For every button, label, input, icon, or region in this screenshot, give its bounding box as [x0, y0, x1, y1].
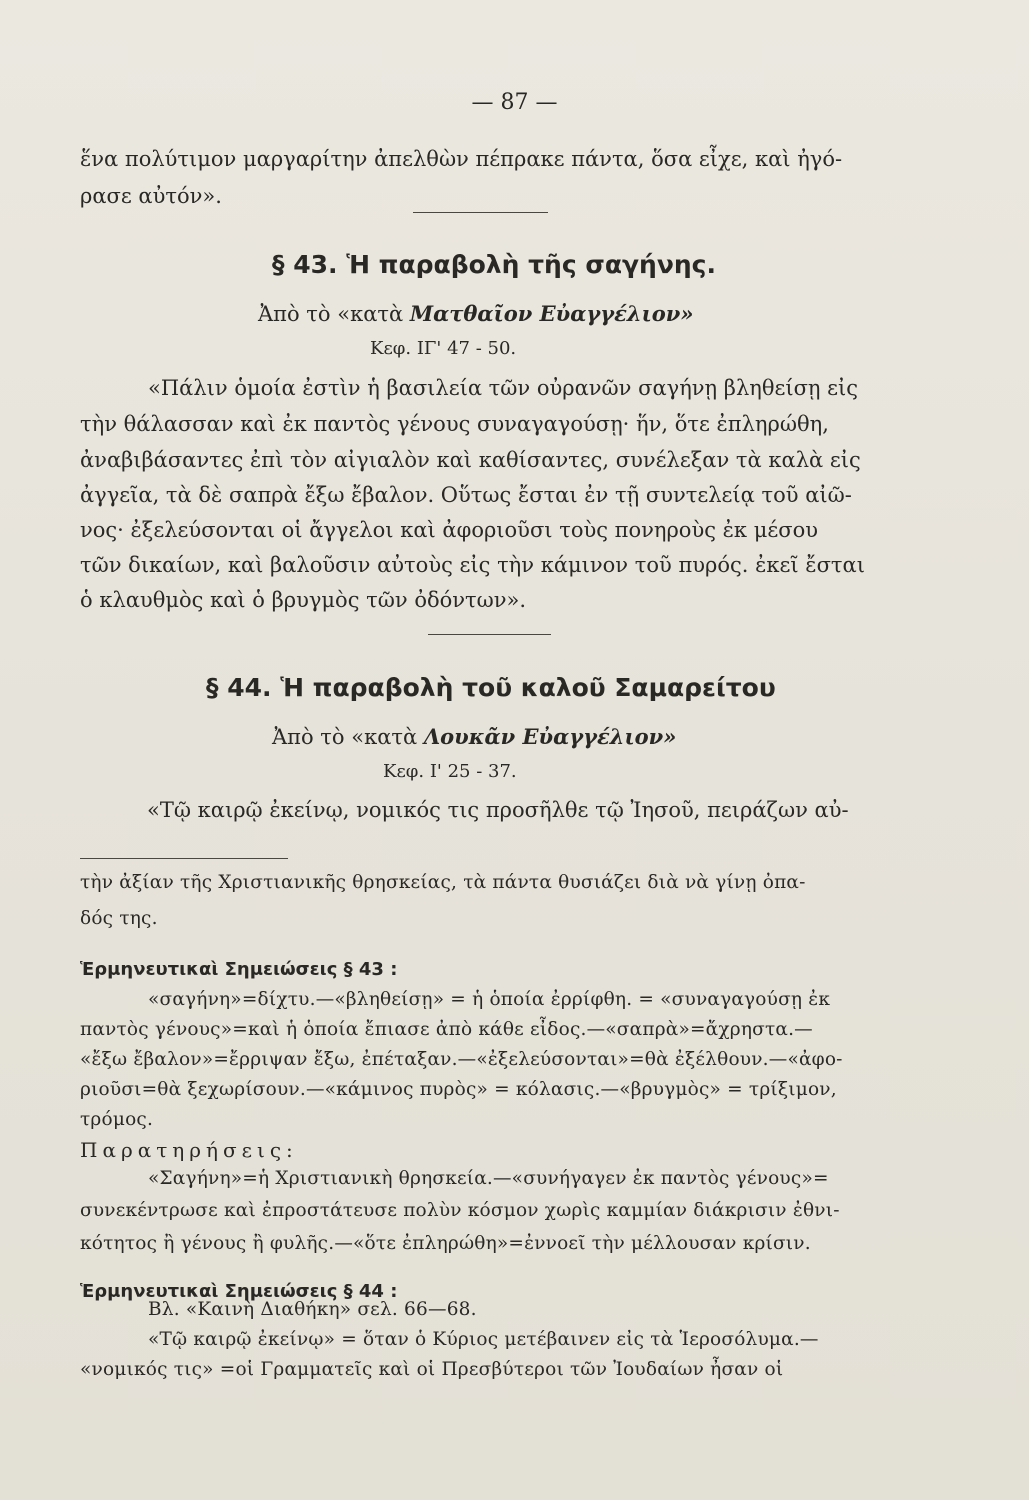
section-43-text-line: τῶν δικαίων, καὶ βαλοῦσιν αὐτοὺς εἰς τὴν κάμινον τοῦ πυρός. ἐκεῖ ἔσται [80, 553, 865, 577]
section-43-text-line: τὴν θάλασσαν καὶ ἐκ παντὸς γένους συναγαγούσῃ· ἥν, ὅτε ἐπληρώθη, [80, 412, 829, 436]
section-43-text-line: νος· ἐξελεύσονται οἱ ἄγγελοι καὶ ἀφοριοῦσι τοὺς πονηροὺς ἐκ μέσου [80, 518, 818, 542]
section-43-text-line: ὁ κλαυθμὸς καὶ ὁ βρυγμὸς τῶν ὀδόντων». [80, 588, 527, 612]
source-prefix: Ἀπὸ τὸ «κατὰ [258, 302, 404, 326]
footnote-rule [80, 858, 288, 859]
observations-heading: Παρατηρήσεις: [80, 1138, 298, 1162]
section-43-chapter: Κεφ. ΙΓ' 47 - 50. [370, 338, 517, 359]
observations-line: συνεκέντρωσε καὶ ἐπροστάτευσε πολὺν κόσμον χωρὶς καμμίαν διάκρισιν ἐθνι- [80, 1200, 840, 1221]
notes-44-line: Βλ. «Καινὴ Διαθήκη» σελ. 66—68. [148, 1299, 477, 1320]
source-book: Λουκᾶν Εὐαγγέλιον» [423, 724, 677, 749]
source-prefix: Ἀπὸ τὸ «κατὰ [272, 725, 418, 749]
section-43-heading: § 43. Ἡ παραβολὴ τῆς σαγήνης. [272, 250, 716, 279]
notes-44-line: «Τῷ καιρῷ ἐκείνῳ» = ὅταν ὁ Κύριος μετέβαινεν εἰς τὰ Ἱεροσόλυμα.— [148, 1329, 819, 1350]
notes-43-line: τρόμος. [80, 1109, 154, 1130]
page-number: — 87 — [471, 90, 558, 115]
section-43-text-line: ἀγγεῖα, τὰ δὲ σαπρὰ ἔξω ἔβαλον. Οὕτως ἔσται ἐν τῇ συντελείᾳ τοῦ αἰῶ- [80, 483, 852, 507]
notes-44-heading: Ἑρμηνευτικαὶ Σημειώσεις § 44 : [80, 1281, 398, 1302]
notes-43-line: ριοῦσι=θὰ ξεχωρίσουν.—«κάμινος πυρὸς» = κόλασις.—«βρυγμὸς» = τρίξιμον, [80, 1079, 837, 1100]
section-43-source [258, 303, 693, 325]
footnote-line: τὴν ἀξίαν τῆς Χριστιανικῆς θρησκείας, τὰ πάντα θυσιάζει διὰ νὰ γίνῃ ὀπα- [80, 872, 806, 893]
separator-rule [413, 212, 548, 213]
notes-43-heading: Ἑρμηνευτικαὶ Σημειώσεις § 43 : [80, 959, 398, 980]
intro-line-1: ἕνα πολύτιμον μαργαρίτην ἀπελθὼν πέπρακε πάντα, ὅσα εἶχε, καὶ ἠγό- [80, 147, 843, 171]
section-44-heading: § 44. Ἡ παραβολὴ τοῦ καλοῦ Σαμαρείτου [206, 673, 776, 702]
section-44-chapter: Κεφ. Ι' 25 - 37. [383, 761, 517, 782]
notes-44-line: «νομικός τις» =οἱ Γραμματεῖς καὶ οἱ Πρεσβύτεροι τῶν Ἰουδαίων ἦσαν οἱ [80, 1359, 784, 1380]
section-44-source [272, 726, 676, 748]
observations-line: «Σαγήνη»=ἡ Χριστιανικὴ θρησκεία.—«συνήγαγεν ἐκ παντὸς γένους»= [148, 1168, 829, 1189]
intro-line-2: ρασε αὐτόν». [80, 184, 222, 208]
notes-43-line: «σαγήνη»=δίχτυ.—«βληθείσῃ» = ἡ ὁποία ἐρρίφθη. = «συναγαγούσῃ ἐκ [148, 989, 831, 1010]
separator-rule [428, 634, 551, 635]
notes-43-line: παντὸς γένους»=καὶ ἡ ὁποία ἔπιασε ἀπὸ κάθε εἶδος.—«σαπρὰ»=ἄχρηστα.— [80, 1019, 813, 1040]
notes-43-line: «ἔξω ἔβαλον»=ἔρριψαν ἔξω, ἐπέταξαν.—«ἐξελεύσονται»=θὰ ἐξέλθουν.—«ἀφο- [80, 1049, 843, 1070]
footnote-line: δός της. [80, 908, 158, 929]
section-43-text-line: ἀναβιβάσαντες ἐπὶ τὸν αἰγιαλὸν καὶ καθίσαντες, συνέλεξαν τὰ καλὰ εἰς [80, 448, 861, 472]
observations-line: κότητος ἢ γένους ἢ φυλῆς.—«ὅτε ἐπληρώθη»=ἐννοεῖ τὴν μέλλουσαν κρίσιν. [80, 1233, 811, 1254]
section-44-text-line: «Τῷ καιρῷ ἐκείνῳ, νομικός τις προσῆλθε τῷ Ἰησοῦ, πειράζων αὐ- [147, 798, 849, 822]
source-book: Ματθαῖον Εὐαγγέλιον» [409, 301, 694, 326]
section-43-text-line: «Πάλιν ὁμοία ἐστὶν ἡ βασιλεία τῶν οὐρανῶν σαγήνῃ βληθείσῃ εἰς [148, 376, 859, 400]
